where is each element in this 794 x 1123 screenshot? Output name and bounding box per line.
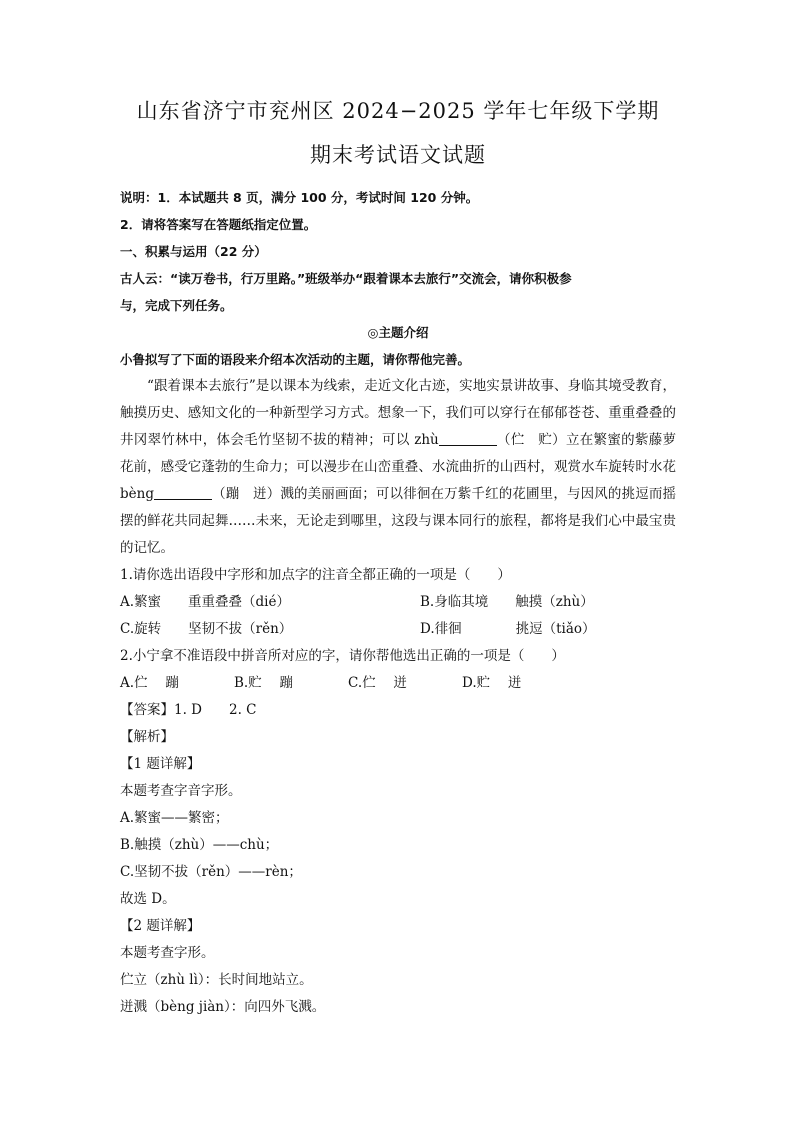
analysis-heading: 【解析】 (120, 729, 174, 745)
q1-option-c: C.旋转 坚韧不拔（rěn） (120, 621, 293, 637)
q1-option-d: D.徘徊 挑逗（tiǎo） (420, 621, 596, 637)
question-1-options-row-1 (120, 589, 676, 616)
detail-1-line-1: 本题考查字音字形。 (120, 783, 242, 799)
detail-1-line-2: A.繁蜜——繁密； (120, 810, 229, 826)
note-2: 2．请将答案写在答题纸指定位置。 (120, 217, 317, 232)
q1-option-b: B.身临其境 触摸（zhù） (420, 594, 594, 610)
title-line-2: 期末考试语文试题 (310, 143, 486, 167)
q2-option-c: C.伫 迸 (348, 675, 407, 691)
passage-part-3: （蹦 迸）溅的美丽画面；可以徘徊在万紫千红的花圃里，与因风的挑逗而摇摆的鲜花共同起舞……未来，无论走到哪里，这段与课本同行的旅程，都将是我们心中最宝贵的记忆。 (120, 486, 676, 556)
detail-2-line-2: 伫立（zhù lì）：长时间地站立。 (120, 972, 313, 988)
note-1: 说明：1．本试题共 8 页，满分 100 分，考试时间 120 分钟。 (120, 190, 479, 205)
detail-2-line-3: 迸溅（bèng jiàn）：向四外飞溅。 (120, 999, 326, 1015)
q2-option-b: B.贮 蹦 (234, 675, 294, 691)
detail-2-heading: 【2 题详解】 (120, 918, 201, 934)
title-line-1: 山东省济宁市兖州区 2024−2025 学年七年级下学期 (136, 99, 660, 123)
section-heading: 一、积累与运用（22 分） (120, 244, 267, 259)
document-page (120, 96, 676, 1021)
passage (120, 373, 676, 562)
detail-1-heading: 【1 题详解】 (120, 756, 201, 772)
intro-line-2: 与，完成下列任务。 (120, 298, 233, 313)
answer-line: 【答案】1. D 2. C (120, 702, 257, 718)
task-instruction: 小鲁拟写了下面的语段来介绍本次活动的主题，请你帮他完善。 (120, 352, 471, 367)
detail-1-line-3: B.触摸（zhù）——chù； (120, 837, 279, 853)
question-1-options-row-2 (120, 616, 676, 643)
passage-part-1: “跟着课本去旅行”是以课本为线索，走近文化古迹，实地实景讲故事、身临其境受教育，触摸历史、感知文化的一种新型学习方式。想象一下，我们可以穿行在郁郁苍苍、重重叠叠的井冈翠竹林中，体会毛竹坚韧不拔的精神；可以 zhù (120, 378, 676, 448)
question-2-stem: 2.小宁拿不准语段中拼音所对应的字，请你帮他选出正确的一项是（ ） (120, 648, 565, 664)
passage-part-2: （伫 贮）立在繁蜜的紫藤萝花前，感受它蓬勃的生命力；可以漫步在山峦重叠、水流曲折的山西村，观赏水车旋转时水花 bèng (120, 432, 677, 502)
q1-option-a: A.繁蜜 重重叠叠（dié） (120, 594, 290, 610)
question-2-options (120, 670, 676, 697)
intro-line-1: 古人云：“读万卷书，行万里路。”班级举办“跟着课本去旅行”交流会，请你积极参 (120, 271, 572, 286)
blank-2 (154, 485, 212, 500)
detail-1-line-5: 故选 D。 (120, 891, 176, 907)
q2-option-d: D.贮 迸 (462, 675, 522, 691)
q2-option-a: A.伫 蹦 (120, 675, 179, 691)
detail-1-line-4: C.坚韧不拔（rěn）——rèn； (120, 864, 302, 880)
question-1-stem: 1.请你选出语段中字形和加点字的注音全都正确的一项是（ ） (120, 567, 511, 583)
detail-2-line-1: 本题考查字形。 (120, 945, 215, 961)
blank-1 (439, 431, 497, 446)
topic-heading: ◎主题介绍 (367, 325, 429, 340)
